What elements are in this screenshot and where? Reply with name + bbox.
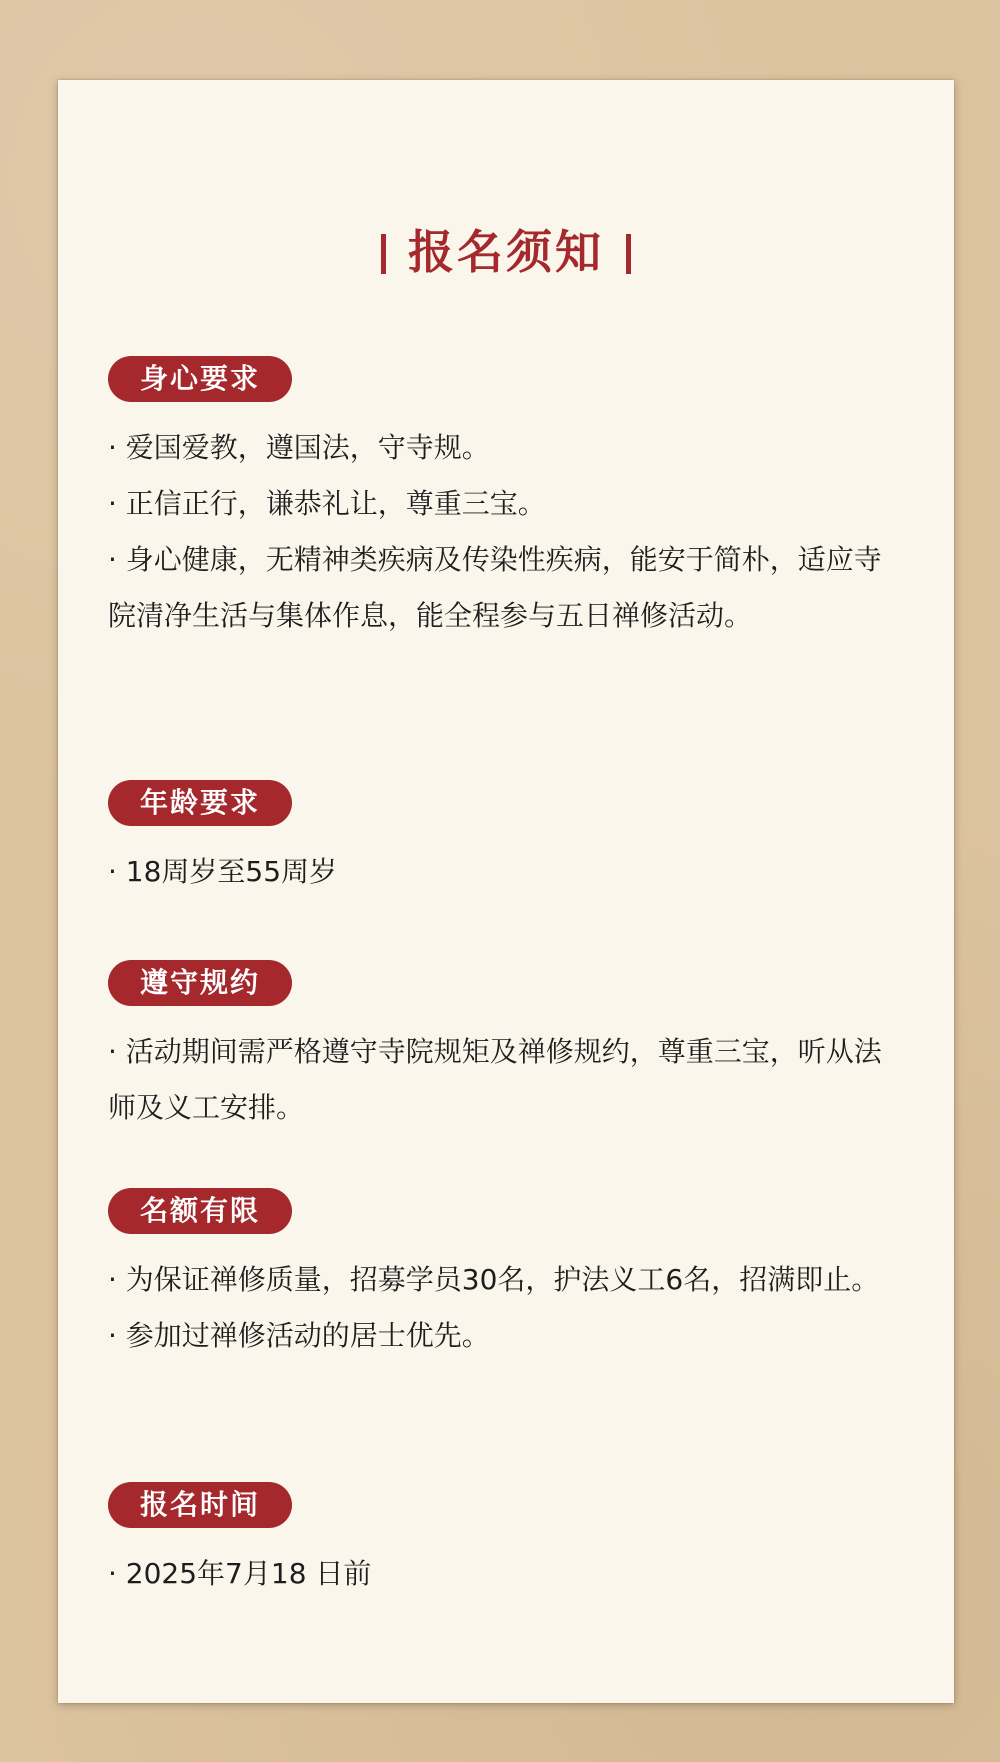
section-tag: 身心要求 <box>108 356 292 402</box>
list-item: · 参加过禅修活动的居士优先。 <box>108 1319 490 1352</box>
section-tag: 名额有限 <box>108 1188 292 1234</box>
section-tag: 报名时间 <box>108 1482 292 1528</box>
list-item: · 为保证禅修质量，招募学员30名，护法义工6名，招满即止。 <box>108 1263 880 1296</box>
page-title <box>58 222 954 282</box>
list-item: · 爱国爱教，遵国法，守寺规。 <box>108 431 490 464</box>
section-quota <box>108 1188 908 1364</box>
page-title-text: 报名须知 <box>408 225 604 279</box>
section-tag: 年龄要求 <box>108 780 292 826</box>
notice-card <box>58 80 954 1703</box>
list-item: · 2025年7月18 日前 <box>108 1557 372 1590</box>
section-rules <box>108 960 908 1136</box>
section-registration-time <box>108 1482 908 1602</box>
list-item: · 18周岁至55周岁 <box>108 855 338 888</box>
list-item: · 身心健康，无精神类疾病及传染性疾病，能安于简朴，适应寺院清净生活与集体作息，能全程参与五日禅修活动。 <box>108 543 882 632</box>
section-age <box>108 780 908 900</box>
section-physical-mental <box>108 356 908 644</box>
list-item: · 活动期间需严格遵守寺院规矩及禅修规约，尊重三宝，听从法师及义工安排。 <box>108 1035 882 1124</box>
list-item: · 正信正行，谦恭礼让，尊重三宝。 <box>108 487 546 520</box>
section-tag: 遵守规约 <box>108 960 292 1006</box>
title-left-bar <box>381 234 386 274</box>
title-right-bar <box>626 234 631 274</box>
